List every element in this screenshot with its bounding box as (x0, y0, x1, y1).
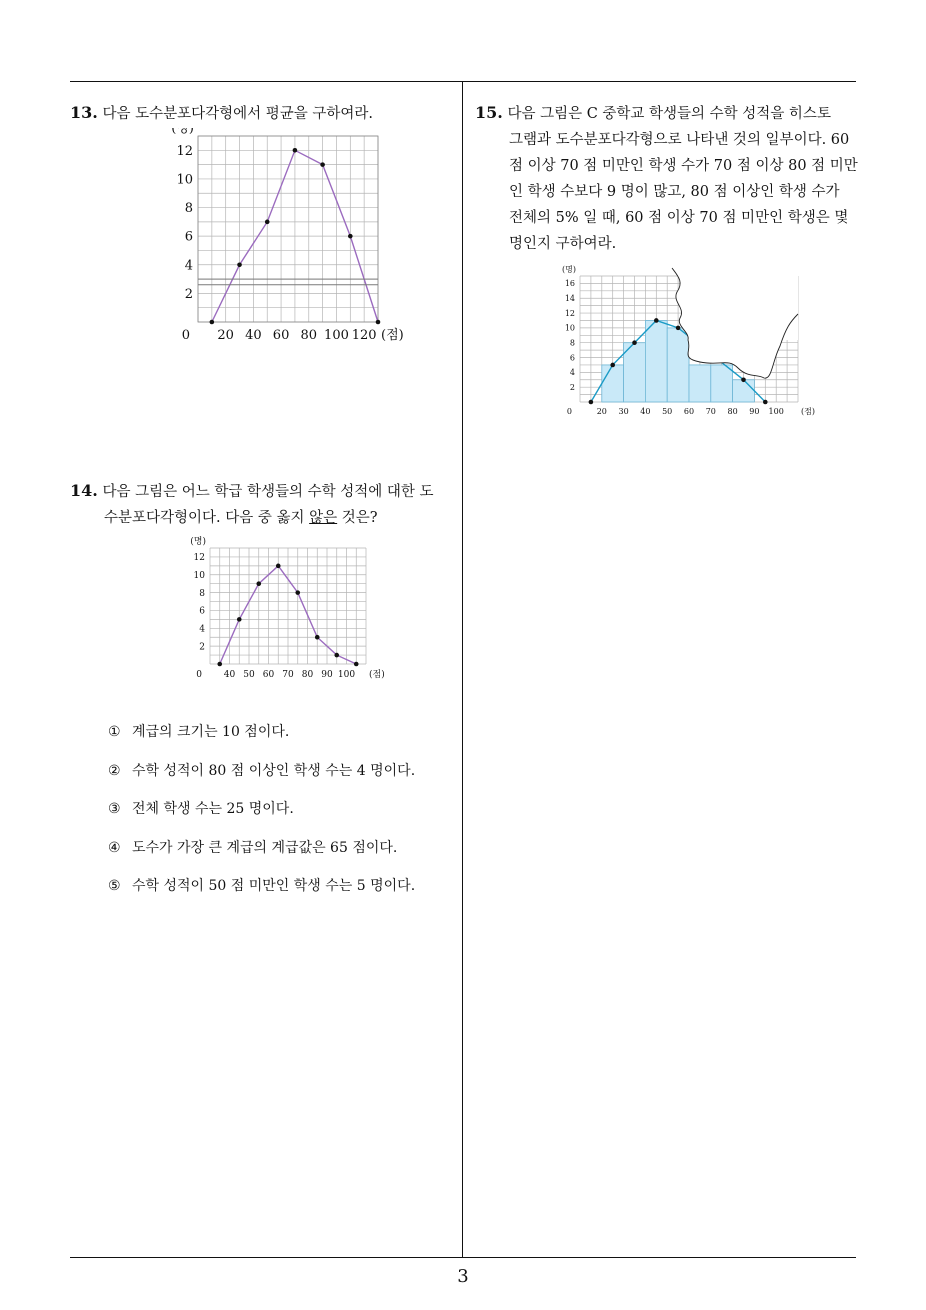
problem-15 (475, 100, 860, 257)
y-tick-label: 10 (176, 172, 193, 188)
data-point (265, 220, 270, 225)
choice-mark: ④ (108, 839, 121, 856)
problem-text-line: 인 학생 수보다 9 명이 많고, 80 점 이상인 학생 수가 (509, 184, 840, 200)
y-tick-label: 12 (193, 553, 205, 564)
top-rule (70, 81, 856, 82)
y-tick-label: 10 (564, 323, 575, 333)
problem-text-line: 점 이상 70 점 미만인 학생 수가 70 점 이상 80 점 미만 (509, 158, 858, 174)
data-point (654, 318, 659, 323)
data-point (295, 590, 300, 595)
chart-13 (160, 128, 410, 352)
x-tick-label: 50 (243, 670, 255, 680)
y-tick-label: 6 (569, 353, 575, 363)
underlined-word: 않은 (309, 510, 338, 526)
histogram-bar (733, 380, 755, 402)
histogram-polygon-15 (560, 262, 820, 424)
data-point (256, 581, 261, 586)
torn-edge-cover-top (672, 268, 798, 340)
y-tick-label: 4 (569, 368, 575, 378)
choice-mark: ② (108, 762, 121, 779)
page-number: 3 (457, 1266, 469, 1287)
histogram-bar (689, 365, 711, 402)
answer-choices (108, 720, 458, 913)
data-point (210, 320, 215, 325)
x-tick-label: 30 (618, 407, 629, 416)
problem-text: 다음 도수분포다각형에서 평균을 구하여라. (102, 106, 374, 122)
data-point (676, 326, 681, 331)
x-tick-label: 100 (768, 407, 784, 416)
choice-text: 수학 성적이 50 점 미만인 학생 수는 5 명이다. (132, 878, 416, 894)
bottom-rule (70, 1257, 856, 1258)
data-point (217, 662, 222, 667)
x-tick-label: 60 (272, 328, 290, 343)
x-tick-label: 100 (324, 328, 349, 343)
choice-2[interactable] (108, 759, 458, 798)
x-axis-label: (점) (801, 407, 815, 416)
problem-text-line1: 다음 그림은 어느 학급 학생들의 수학 성적에 대한 도 (102, 484, 434, 500)
problem-text-line: 전체의 5% 일 때, 60 점 이상 70 점 미만인 학생은 몇 (509, 210, 849, 226)
frequency-polygon-13 (160, 128, 410, 348)
choice-mark: ⑤ (108, 878, 121, 894)
data-point (293, 148, 298, 153)
column-divider (462, 82, 463, 1258)
origin-label: 0 (181, 328, 190, 343)
histogram-bar (667, 328, 689, 402)
problem-text-line: 명인지 구하여라. (509, 236, 617, 252)
data-point (237, 262, 242, 267)
x-tick-label: 80 (301, 670, 314, 680)
choice-1[interactable] (108, 720, 458, 759)
y-tick-label: 12 (176, 143, 193, 159)
problem-text-line: 그램과 도수분포다각형으로 나타낸 것의 일부이다. 60 (509, 132, 850, 148)
choice-text: 전체 학생 수는 25 명이다. (132, 801, 294, 817)
data-point (610, 363, 615, 368)
y-tick-label: 2 (184, 286, 193, 302)
origin-label: 0 (196, 670, 202, 680)
y-tick-label: 4 (184, 258, 193, 274)
y-tick-label: 10 (193, 570, 205, 581)
problem-number: 14. (70, 481, 98, 500)
x-axis-label: (점) (369, 670, 385, 680)
data-point (320, 162, 325, 167)
x-axis-label: (점) (381, 328, 404, 343)
problem-text-line2c: 것은? (337, 510, 378, 526)
y-tick-label: 2 (569, 382, 575, 392)
x-tick-label: 50 (662, 407, 673, 416)
x-tick-label: 20 (217, 328, 234, 343)
x-tick-label: 40 (223, 670, 236, 680)
x-tick-label: 60 (683, 407, 695, 416)
choice-5[interactable] (108, 874, 458, 913)
y-tick-label: 6 (184, 229, 193, 245)
x-tick-label: 40 (245, 328, 262, 343)
x-tick-label: 70 (282, 670, 294, 680)
choice-3[interactable] (108, 797, 458, 836)
data-point (763, 400, 768, 405)
data-point (354, 662, 359, 667)
data-point (589, 400, 594, 405)
data-point (741, 377, 746, 382)
histogram-bar (602, 365, 624, 402)
data-point (276, 564, 281, 569)
choice-text: 수학 성적이 80 점 이상인 학생 수는 4 명이다. (132, 762, 416, 779)
y-tick-label: 4 (199, 624, 205, 635)
data-point (315, 635, 320, 640)
data-point (632, 340, 637, 345)
chart-14 (180, 536, 390, 690)
y-tick-label: 12 (564, 308, 575, 318)
x-tick-label: 20 (596, 407, 607, 416)
y-tick-label: 8 (569, 338, 575, 348)
x-tick-label: 80 (727, 407, 738, 416)
y-axis-label: (명) (190, 537, 206, 547)
x-tick-label: 60 (262, 670, 275, 680)
y-axis-label: (명) (562, 265, 576, 274)
data-point (348, 234, 353, 239)
chart-15 (560, 262, 820, 428)
y-tick-label: 8 (199, 588, 205, 599)
data-point (376, 320, 381, 325)
problem-number: 15. (475, 103, 503, 122)
histogram-bar (711, 365, 733, 402)
x-tick-label: 80 (300, 328, 318, 343)
histogram-bar (624, 343, 646, 402)
choice-4[interactable] (108, 836, 458, 875)
problem-text-line: 다음 그림은 C 중학교 학생들의 수학 성적을 히스토 (507, 106, 831, 122)
choice-mark: ③ (108, 801, 121, 817)
x-tick-label: 70 (705, 407, 716, 416)
choice-mark: ① (108, 724, 121, 740)
problem-14 (70, 478, 458, 531)
data-point (334, 653, 339, 658)
y-tick-label: 2 (199, 642, 205, 653)
data-point (237, 617, 242, 622)
x-tick-label: 100 (337, 670, 356, 680)
y-tick-label: 16 (564, 279, 575, 289)
problem-13 (70, 100, 455, 127)
histogram-bar (645, 320, 667, 402)
origin-label: 0 (566, 407, 572, 416)
frequency-polygon-14 (180, 536, 390, 686)
x-tick-label: 120 (351, 328, 377, 343)
y-tick-label: 6 (199, 606, 205, 617)
choice-text: 계급의 크기는 10 점이다. (132, 724, 290, 740)
y-axis-label: (명) (171, 128, 194, 136)
x-tick-label: 90 (749, 407, 760, 416)
x-tick-label: 40 (640, 407, 651, 416)
x-tick-label: 90 (321, 670, 333, 680)
problem-text-line2a: 수분포다각형이다. 다음 중 옳지 (104, 510, 310, 526)
problem-number: 13. (70, 103, 98, 122)
y-tick-label: 14 (564, 294, 575, 304)
choice-text: 도수가 가장 큰 계급의 계급값은 65 점이다. (132, 839, 398, 856)
y-tick-label: 8 (184, 201, 193, 217)
